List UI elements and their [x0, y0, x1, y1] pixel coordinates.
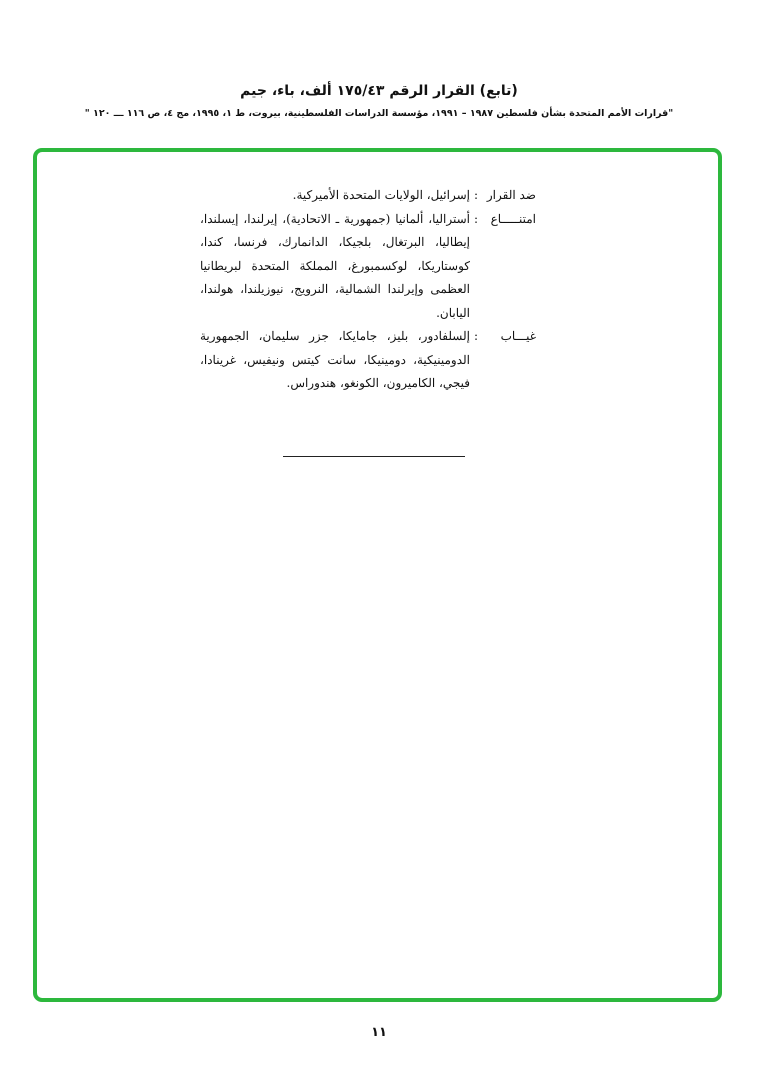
vote-label-colon: : — [474, 329, 479, 343]
vote-results — [200, 184, 536, 396]
vote-label — [470, 325, 536, 349]
vote-row-against — [200, 184, 536, 208]
page-number: ١١ — [371, 1025, 387, 1040]
vote-countries: إلسلفادور، بليز، جامايكا، جزر سليمان، الجمهورية الدومينيكية، دومينيكا، سانت كيتس ونيفيس، غرينادا، فيجي، الكاميرون، الكونغو، هندوراس. — [200, 329, 470, 390]
source-citation: "قرارات الأمم المتحدة بشأن فلسطين ١٩٨٧ – ١٩٩١، مؤسسة الدراسات الفلسطينية، بيروت، ط ١، ١٩٩٥، مج ٤، ص ١١٦ ـــ ١٢٠ " — [84, 108, 674, 119]
vote-countries: أستراليا، ألمانيا (جمهورية ـ الاتحادية)، إيرلندا، إيسلندا، إيطاليا، البرتغال، بلجيكا، الدانمارك، فرنسا، كندا، كوستاريكا، لوكسمبورغ، المملكة المتحدة لبريطانيا العظمى وإيرلندا الشمالية، النرويج، نيوزيلندا، هولندا، اليابان. — [200, 211, 470, 320]
vote-label-text: ضد القرار — [486, 188, 536, 202]
vote-row-abstain — [200, 208, 536, 326]
vote-countries: إسرائيل، الولايات المتحدة الأميركية. — [292, 188, 470, 202]
vote-label-text: غيـــاب — [500, 329, 536, 343]
vote-label — [470, 208, 536, 232]
vote-row-absent — [200, 325, 536, 396]
section-divider — [283, 456, 465, 457]
vote-label — [470, 184, 536, 208]
page-title: (تابع) القرار الرقم ١٧٥/٤٣ ألف، باء، جيم — [240, 83, 518, 99]
vote-label-colon: : — [474, 188, 479, 202]
vote-label-text: امتنـــــاع — [490, 211, 536, 226]
vote-label-colon: : — [474, 211, 479, 226]
